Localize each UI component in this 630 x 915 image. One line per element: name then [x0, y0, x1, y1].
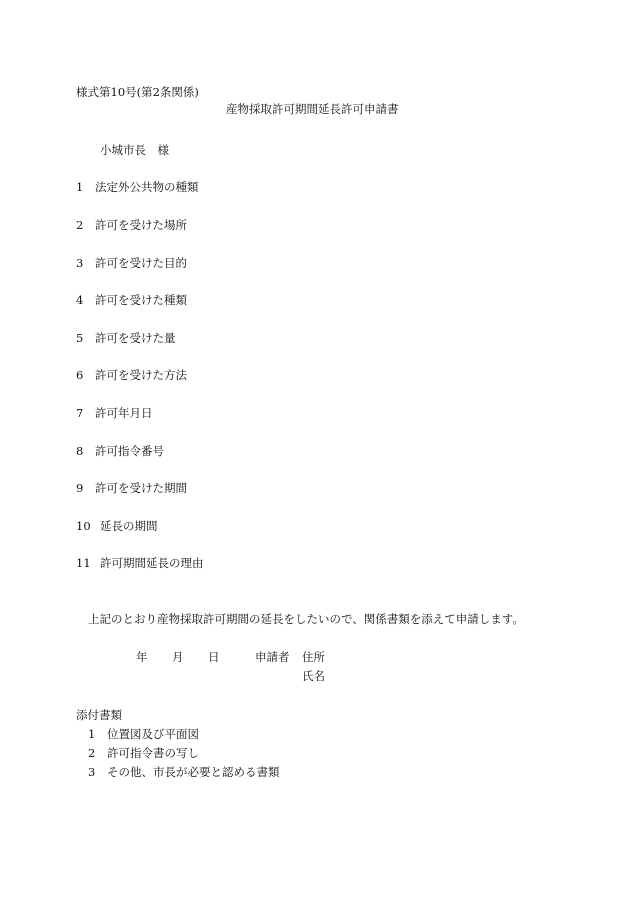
item-label: 許可を受けた場所	[95, 218, 187, 232]
attachment-label: 許可指令書の写し	[107, 746, 199, 760]
list-item	[76, 256, 187, 270]
item-number: 10	[76, 519, 91, 533]
attachment-number: 3	[88, 765, 96, 779]
item-number: 11	[76, 556, 91, 570]
item-number: 8	[76, 444, 84, 458]
item-label: 許可を受けた種類	[95, 293, 187, 307]
item-number: 9	[76, 481, 84, 495]
list-item	[88, 727, 199, 741]
item-number: 6	[76, 368, 84, 382]
item-label: 法定外公共物の種類	[95, 180, 199, 194]
name-label: 氏名	[302, 669, 325, 683]
list-item	[76, 519, 158, 533]
attachments-heading: 添付書類	[76, 708, 122, 722]
addressee: 小城市長 様	[100, 143, 169, 157]
item-label: 許可を受けた期間	[95, 481, 187, 495]
list-item	[76, 406, 153, 420]
item-label: 許可期間延長の理由	[100, 556, 204, 570]
item-label: 許可を受けた方法	[95, 368, 187, 382]
item-number: 7	[76, 406, 84, 420]
item-number: 1	[76, 180, 84, 194]
item-label: 許可指令番号	[95, 444, 164, 458]
list-item	[88, 765, 280, 779]
list-item	[76, 331, 176, 345]
form-number: 様式第10号(第2条関係)	[76, 85, 199, 99]
list-item	[76, 444, 164, 458]
attachment-label: その他、市長が必要と認める書類	[107, 765, 280, 779]
item-number: 2	[76, 218, 84, 232]
list-item	[76, 368, 187, 382]
list-item	[76, 293, 187, 307]
attachment-number: 2	[88, 746, 96, 760]
date-month-label: 月	[172, 650, 184, 664]
attachment-label: 位置図及び平面図	[107, 727, 199, 741]
item-label: 許可年月日	[95, 406, 153, 420]
statement: 上記のとおり産物採取許可期間の延長をしたいので、関係書類を添えて申請します。	[88, 612, 524, 626]
item-number: 5	[76, 331, 84, 345]
list-item	[76, 481, 187, 495]
applicant-label: 申請者	[255, 650, 290, 664]
list-item	[88, 746, 199, 760]
list-item	[76, 180, 199, 194]
address-label: 住所	[302, 650, 325, 664]
date-day-label: 日	[208, 650, 220, 664]
item-label: 延長の期間	[100, 519, 158, 533]
item-number: 3	[76, 256, 84, 270]
item-number: 4	[76, 293, 84, 307]
date-year-label: 年	[136, 650, 148, 664]
list-item	[76, 556, 204, 570]
form-title: 産物採取許可期間延長許可申請書	[226, 102, 399, 116]
list-item	[76, 218, 187, 232]
attachment-number: 1	[88, 727, 96, 741]
item-label: 許可を受けた目的	[95, 256, 187, 270]
item-label: 許可を受けた量	[95, 331, 176, 345]
